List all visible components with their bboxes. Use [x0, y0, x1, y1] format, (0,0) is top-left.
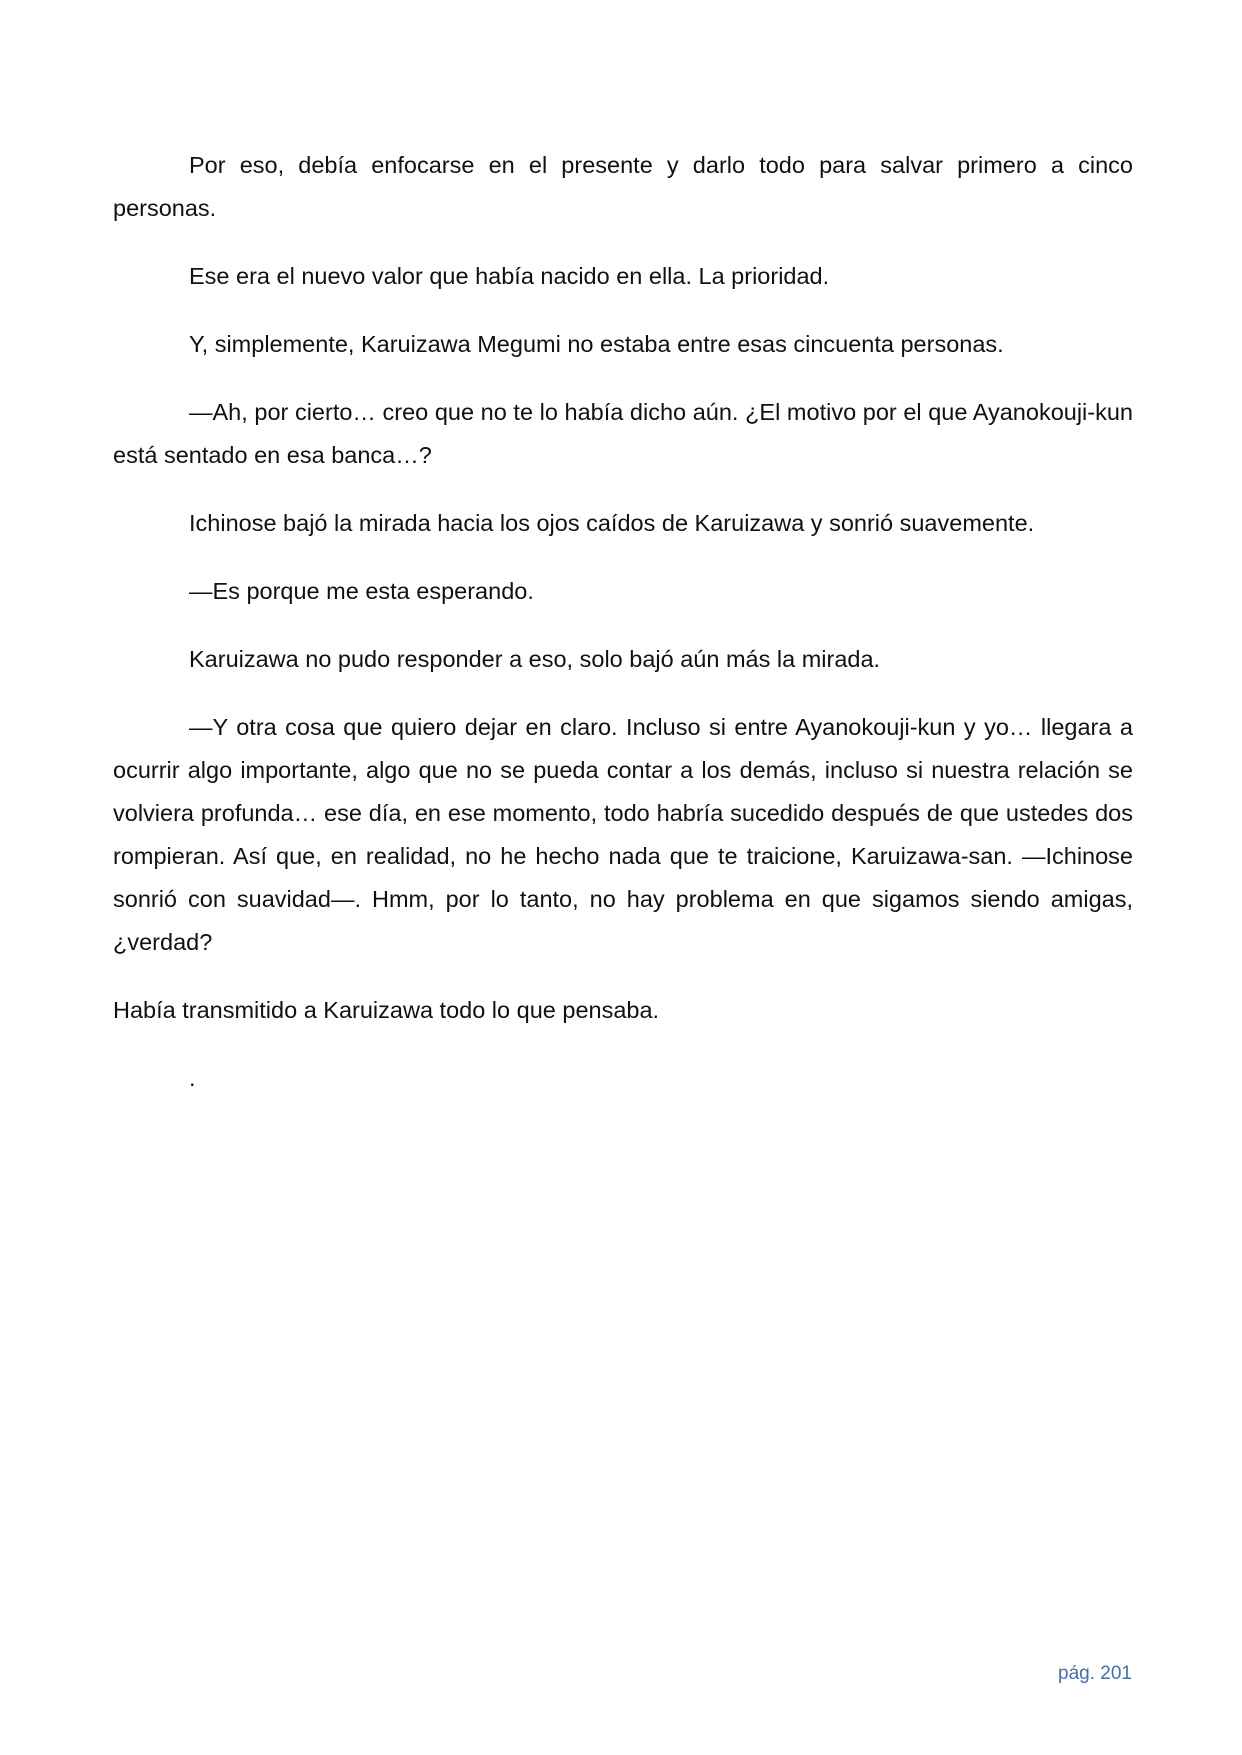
- paragraph-1: Por eso, debía enfocarse en el presente y darlo todo para salvar primero a cinco personas.: [113, 152, 1133, 221]
- paragraph-9: Había transmitido a Karuizawa todo lo que pensaba.: [113, 997, 660, 1023]
- paragraph-6: —Es porque me esta esperando.: [189, 578, 534, 604]
- paragraph-2: Ese era el nuevo valor que había nacido en ella. La prioridad.: [189, 263, 830, 289]
- page-number: pág. 201: [1058, 1663, 1132, 1684]
- paragraph-4: —Ah, por cierto… creo que no te lo había dicho aún. ¿El motivo por el que Ayanokouji-kun está sentado en esa banca…?: [113, 399, 1133, 468]
- paragraph-8: —Y otra cosa que quiero dejar en claro. Incluso si entre Ayanokouji-kun y yo… llegara a ocurrir algo importante, algo que no se pueda contar a los demás, incluso si nuestra relación se volviera profunda… ese día, en ese momento, todo habría sucedido después de que ustedes dos rompieran. Así que, en realidad, no he hecho nada que te traicione, Karuizawa-san. —Ichinose sonrió con suavidad—. Hmm, por lo tanto, no hay problema en que sigamos siendo amigas, ¿verdad?: [113, 714, 1133, 955]
- paragraph-5: Ichinose bajó la mirada hacia los ojos caídos de Karuizawa y sonrió suavemente.: [189, 510, 1035, 536]
- paragraph-3: Y, simplemente, Karuizawa Megumi no estaba entre esas cincuenta personas.: [189, 331, 1004, 357]
- paragraph-7: Karuizawa no pudo responder a eso, solo bajó aún más la mirada.: [189, 646, 881, 672]
- body-text: [113, 144, 1133, 1125]
- paragraph-10-dot: .: [189, 1065, 196, 1091]
